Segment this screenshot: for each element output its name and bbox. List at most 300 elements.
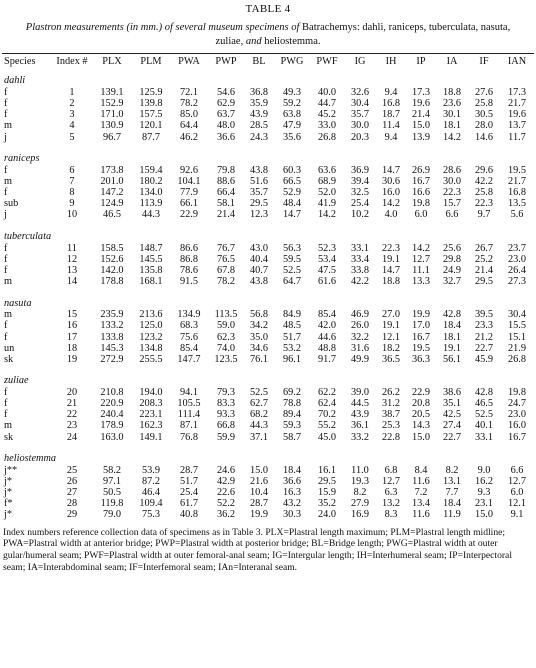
value-cell: 109.4 [139,498,163,510]
value-cell: 76.1 [249,353,269,365]
caption-middle: : dahli, raniceps, tuberculata, nasuta, zuliae, [215,22,511,47]
value-cell: 11.0 [351,464,369,476]
value-cell: 16.9 [350,509,370,521]
value-cell: 48.4 [282,198,302,210]
value-cell: 158.5 [100,242,124,254]
value-cell: 32.5 [350,187,370,199]
value-cell: 220.9 [100,398,124,410]
table-row [2,87,534,98]
value-cell: 62.4 [317,398,337,410]
value-cell: 35.6 [282,131,302,143]
index-cell: 7 [69,175,75,187]
species-group-header [2,449,534,465]
value-cell: 24.0 [317,509,337,521]
value-cell: 178.9 [100,420,124,432]
value-cell: 18.4 [282,464,302,476]
value-cell: 31.6 [350,342,370,354]
value-cell: 125.9 [139,87,163,98]
table-row [2,276,534,287]
value-cell: 32.6 [350,87,370,98]
value-cell: 27.6 [474,87,494,98]
value-cell: 27.3 [507,276,527,288]
value-cell: 40.1 [474,420,494,432]
value-cell: 26.9 [411,164,431,176]
value-cell: 37.1 [249,431,269,443]
table-row [2,120,534,131]
index-cell: 27 [66,487,78,499]
value-cell: 29.5 [317,475,337,487]
value-cell: 208.3 [139,398,163,410]
value-cell: 15.5 [507,320,527,332]
value-cell: 43.0 [249,242,269,254]
value-cell: 104.1 [177,175,201,187]
index-cell: 15 [66,309,78,321]
value-cell: 21.4 [411,109,431,121]
sex-age-cell: j [4,209,7,221]
value-cell: 76.7 [216,242,236,254]
value-cell: 4.0 [384,209,398,221]
value-cell: 16.7 [411,331,431,343]
value-cell: 44.3 [141,209,161,221]
value-cell: 25.3 [381,420,401,432]
value-cell: 10.2 [350,209,370,221]
value-cell: 30.1 [442,109,462,121]
value-cell: 47.5 [317,264,337,276]
value-cell: 11.6 [412,475,430,487]
value-cell: 147.2 [100,187,124,199]
value-cell: 85.0 [179,109,199,121]
value-cell: 21.4 [474,264,494,276]
value-cell: 52.9 [282,187,302,199]
value-cell: 36.1 [350,420,370,432]
value-cell: 9.0 [477,464,491,476]
value-cell: 17.3 [507,87,527,98]
value-cell: 24.9 [442,264,462,276]
value-cell: 30.5 [474,109,494,121]
value-cell: 85.4 [317,309,337,321]
value-cell: 33.1 [474,431,494,443]
caption-before: Plastron measurements (in mm.) of several museum specimens of [25,22,303,33]
value-cell: 88.6 [216,175,236,187]
index-cell: 19 [66,353,78,365]
value-cell: 8.2 [353,487,367,499]
value-cell: 96.7 [102,131,122,143]
value-cell: 46.4 [141,487,161,499]
index-cell: 22 [66,409,78,421]
column-header: PWG [280,56,304,67]
index-cell: 29 [66,509,78,521]
value-cell: 22.6 [216,487,236,499]
value-cell: 49.3 [282,87,302,98]
value-cell: 30.0 [442,175,462,187]
value-cell: 19.1 [381,320,401,332]
value-cell: 39.5 [474,309,494,321]
value-cell: 75.3 [141,509,161,521]
value-cell: 30.4 [507,309,527,321]
value-cell: 21.7 [507,98,527,110]
value-cell: 19.6 [507,109,527,121]
value-cell: 25.6 [442,242,462,254]
column-header: IAN [507,56,527,67]
value-cell: 20.3 [350,131,370,143]
value-cell: 78.2 [216,276,236,288]
value-cell: 64.7 [282,276,302,288]
value-cell: 14.2 [381,198,401,210]
sex-age-cell: f [4,242,8,254]
value-cell: 56.8 [249,309,269,321]
value-cell: 28.5 [249,120,269,132]
value-cell: 52.0 [317,187,337,199]
value-cell: 12.7 [381,475,401,487]
value-cell: 70.2 [317,409,337,421]
table-row [2,398,534,409]
value-cell: 85.4 [179,342,199,354]
species-group-header [2,371,534,387]
value-cell: 24.6 [216,464,236,476]
value-cell: 64.4 [179,120,199,132]
value-cell: 8.4 [414,464,428,476]
value-cell: 178.8 [100,276,124,288]
value-cell: 26.8 [507,353,527,365]
value-cell: 21.9 [507,342,527,354]
sex-age-cell: un [4,342,15,354]
index-cell: 20 [66,386,78,398]
column-header: Index # [56,56,88,67]
value-cell: 14.2 [317,209,337,221]
value-cell: 40.8 [179,509,199,521]
table-row [2,387,534,398]
value-cell: 13.1 [442,475,462,487]
value-cell: 43.8 [249,276,269,288]
value-cell: 130.9 [100,120,124,132]
value-cell: 14.2 [411,242,431,254]
value-cell: 9.7 [477,209,491,221]
value-cell: 6.6 [510,464,524,476]
value-cell: 18.8 [442,87,462,98]
value-cell: 48.5 [282,320,302,332]
value-cell: 28.7 [249,498,269,510]
value-cell: 15.0 [249,464,269,476]
value-cell: 134.8 [139,342,163,354]
value-cell: 11.4 [382,120,400,132]
value-cell: 42.8 [474,386,494,398]
value-cell: 134.0 [139,187,163,199]
table-row [2,332,534,343]
value-cell: 16.7 [507,431,527,443]
value-cell: 18.1 [442,331,462,343]
value-cell: 42.0 [317,320,337,332]
measurements-table [2,54,534,521]
value-cell: 45.0 [317,431,337,443]
value-cell: 17.3 [411,87,431,98]
column-header: PLM [140,56,162,67]
value-cell: 39.0 [350,386,370,398]
value-cell: 21.6 [249,475,269,487]
table-row [2,165,534,176]
value-cell: 61.6 [317,276,337,288]
caption-and: and [245,36,262,47]
value-cell: 25.2 [474,253,494,265]
sex-age-cell: f [4,331,8,343]
value-cell: 159.4 [139,164,163,176]
table-row [2,187,534,198]
index-cell: 8 [69,187,75,199]
species-group-header [2,71,534,87]
index-cell: 5 [69,131,75,143]
value-cell: 15.0 [411,120,431,132]
index-cell: 9 [69,198,75,210]
value-cell: 19.6 [411,98,431,110]
sex-age-cell: m [4,420,13,432]
value-cell: 26.8 [317,131,337,143]
value-cell: 35.2 [317,498,337,510]
sex-age-cell: j* [4,487,13,499]
species-name: nasuta [4,297,32,309]
value-cell: 18.2 [381,342,401,354]
value-cell: 14.7 [381,164,401,176]
sex-age-cell: f [4,398,8,410]
value-cell: 52.5 [249,386,269,398]
species-group-header [2,149,534,165]
value-cell: 58.7 [282,431,302,443]
table-row [2,243,534,254]
value-cell: 16.2 [474,475,494,487]
value-cell: 63.6 [317,164,337,176]
value-cell: 180.2 [139,175,163,187]
value-cell: 123.5 [214,353,238,365]
value-cell: 61.7 [179,498,199,510]
value-cell: 19.8 [411,198,431,210]
sex-age-cell: sub [4,198,19,210]
value-cell: 145.3 [100,342,124,354]
value-cell: 213.6 [139,309,163,321]
value-cell: 36.2 [216,509,236,521]
value-cell: 77.9 [179,187,199,199]
value-cell: 119.8 [100,498,124,510]
value-cell: 29.6 [474,164,494,176]
value-cell: 19.8 [507,386,527,398]
value-cell: 35.9 [249,98,269,110]
value-cell: 66.5 [282,175,302,187]
value-cell: 30.3 [282,509,302,521]
table-row [2,409,534,420]
value-cell: 21.2 [474,331,494,343]
table-row [2,132,534,143]
species-name: zuliae [4,375,29,387]
value-cell: 16.6 [411,187,431,199]
table-row [2,465,534,476]
table-row [2,265,534,276]
value-cell: 42.5 [442,409,462,421]
value-cell: 79.0 [102,509,122,521]
value-cell: 26.0 [350,320,370,332]
value-cell: 52.5 [474,409,494,421]
value-cell: 133.8 [100,331,124,343]
index-cell: 13 [66,264,78,276]
species-group-header [2,293,534,309]
column-header: BL [252,56,266,67]
value-cell: 240.4 [100,409,124,421]
sex-age-cell: m [4,276,13,288]
value-cell: 16.8 [507,187,527,199]
value-cell: 42.2 [350,276,370,288]
column-header: PWP [215,56,237,67]
value-cell: 6.8 [384,464,398,476]
value-cell: 54.6 [216,87,236,98]
value-cell: 96.1 [282,353,302,365]
value-cell: 22.3 [381,242,401,254]
value-cell: 46.2 [179,131,199,143]
value-cell: 125.0 [139,320,163,332]
sex-age-cell: f [4,409,8,421]
index-cell: 12 [66,253,78,265]
value-cell: 210.8 [100,386,124,398]
value-cell: 76.5 [216,253,236,265]
value-cell: 35.7 [249,187,269,199]
value-cell: 59.9 [216,431,236,443]
value-cell: 157.5 [139,109,163,121]
column-header: IA [446,56,458,67]
value-cell: 33.0 [317,120,337,132]
value-cell: 120.1 [139,120,163,132]
header-row [2,54,534,71]
value-cell: 13.9 [411,131,431,143]
value-cell: 6.6 [445,209,459,221]
value-cell: 72.1 [179,87,199,98]
value-cell: 19.5 [411,342,431,354]
value-cell: 67.8 [216,264,236,276]
value-cell: 40.7 [249,264,269,276]
table-row [2,354,534,365]
value-cell: 19.5 [507,164,527,176]
value-cell: 44.7 [317,98,337,110]
sex-age-cell: f [4,164,8,176]
column-header: IP [416,56,426,67]
value-cell: 139.1 [100,87,124,98]
sex-age-cell: j* [4,475,13,487]
value-cell: 25.8 [474,98,494,110]
footnote: Index numbers reference collection data of specimens as in Table 3. PLX=Plastral length maximum; PLM=Plastral length midline; PWA=Plastral width at anterior bridge; PWP=Plastral width at posterior bridge; BL=Bridge length; PWG=Plastral width at outer gular/humeral seam; PWF=Plastral width at outer femoral-anal seam; IG=Intergular length; IH=Interhumeral seam; IP=Interpectoral seam; IA=Interabdominal seam; IF=Interfemoral seam; IAn=Interanal seam. [3,526,512,573]
value-cell: 36.8 [249,87,269,98]
value-cell: 59.2 [282,98,302,110]
value-cell: 28.6 [442,164,462,176]
value-cell: 16.0 [381,187,401,199]
value-cell: 30.0 [350,120,370,132]
value-cell: 23.1 [474,498,494,510]
value-cell: 16.8 [381,98,401,110]
index-cell: 11 [67,242,77,254]
value-cell: 25.4 [179,487,199,499]
value-cell: 27.0 [381,309,401,321]
table-row [2,198,534,209]
value-cell: 20.8 [411,398,431,410]
value-cell: 59.0 [216,320,236,332]
value-cell: 62.7 [249,398,269,410]
value-cell: 43.9 [350,409,370,421]
column-header: PWA [178,56,200,67]
value-cell: 34.2 [249,320,269,332]
table-row [2,420,534,431]
value-cell: 34.6 [249,342,269,354]
table-row [2,320,534,331]
value-cell: 142.0 [100,264,124,276]
sex-age-cell: f [4,253,8,265]
value-cell: 68.2 [249,409,269,421]
value-cell: 133.2 [100,320,124,332]
value-cell: 24.7 [507,398,527,410]
value-cell: 113.5 [214,309,238,321]
value-cell: 78.6 [179,264,199,276]
value-cell: 173.8 [100,164,124,176]
value-cell: 36.6 [282,475,302,487]
value-cell: 53.4 [317,253,337,265]
value-cell: 69.2 [282,386,302,398]
value-cell: 14.6 [474,131,494,143]
value-cell: 13.5 [507,198,527,210]
value-cell: 19.9 [249,509,269,521]
value-cell: 33.8 [350,264,370,276]
value-cell: 27.4 [442,420,462,432]
value-cell: 139.8 [139,98,163,110]
value-cell: 48.8 [317,342,337,354]
value-cell: 62.9 [216,98,236,110]
value-cell: 86.6 [179,242,199,254]
value-cell: 26.2 [381,386,401,398]
index-cell: 18 [66,342,78,354]
value-cell: 39.4 [350,175,370,187]
value-cell: 21.7 [507,175,527,187]
value-cell: 45.2 [317,109,337,121]
value-cell: 12.1 [381,331,401,343]
value-cell: 255.5 [139,353,163,365]
value-cell: 43.2 [282,498,302,510]
value-cell: 16.0 [507,420,527,432]
value-cell: 89.4 [282,409,302,421]
value-cell: 92.6 [179,164,199,176]
sex-age-cell: m [4,120,13,132]
table-row [2,98,534,109]
value-cell: 10.4 [249,487,269,499]
value-cell: 19.9 [411,309,431,321]
value-cell: 29.5 [249,198,269,210]
value-cell: 33.4 [350,253,370,265]
value-cell: 24.3 [249,131,269,143]
value-cell: 22.8 [381,431,401,443]
sex-age-cell: f [4,320,8,332]
value-cell: 14.7 [381,264,401,276]
value-cell: 38.7 [381,409,401,421]
value-cell: 152.9 [100,98,124,110]
value-cell: 32.7 [442,276,462,288]
table-row [2,109,534,120]
column-header: PLX [102,56,122,67]
index-cell: 17 [66,331,78,343]
value-cell: 13.2 [381,498,401,510]
value-cell: 18.4 [442,498,462,510]
value-cell: 78.2 [179,98,199,110]
value-cell: 11.6 [412,509,430,521]
column-header: IG [354,56,366,67]
value-cell: 19.3 [350,475,370,487]
value-cell: 11.9 [443,509,461,521]
index-cell: 2 [69,98,75,110]
value-cell: 22.3 [442,187,462,199]
sex-age-cell: f [4,386,8,398]
value-cell: 32.2 [350,331,370,343]
value-cell: 15.0 [411,431,431,443]
value-cell: 145.5 [139,253,163,265]
value-cell: 36.9 [350,164,370,176]
